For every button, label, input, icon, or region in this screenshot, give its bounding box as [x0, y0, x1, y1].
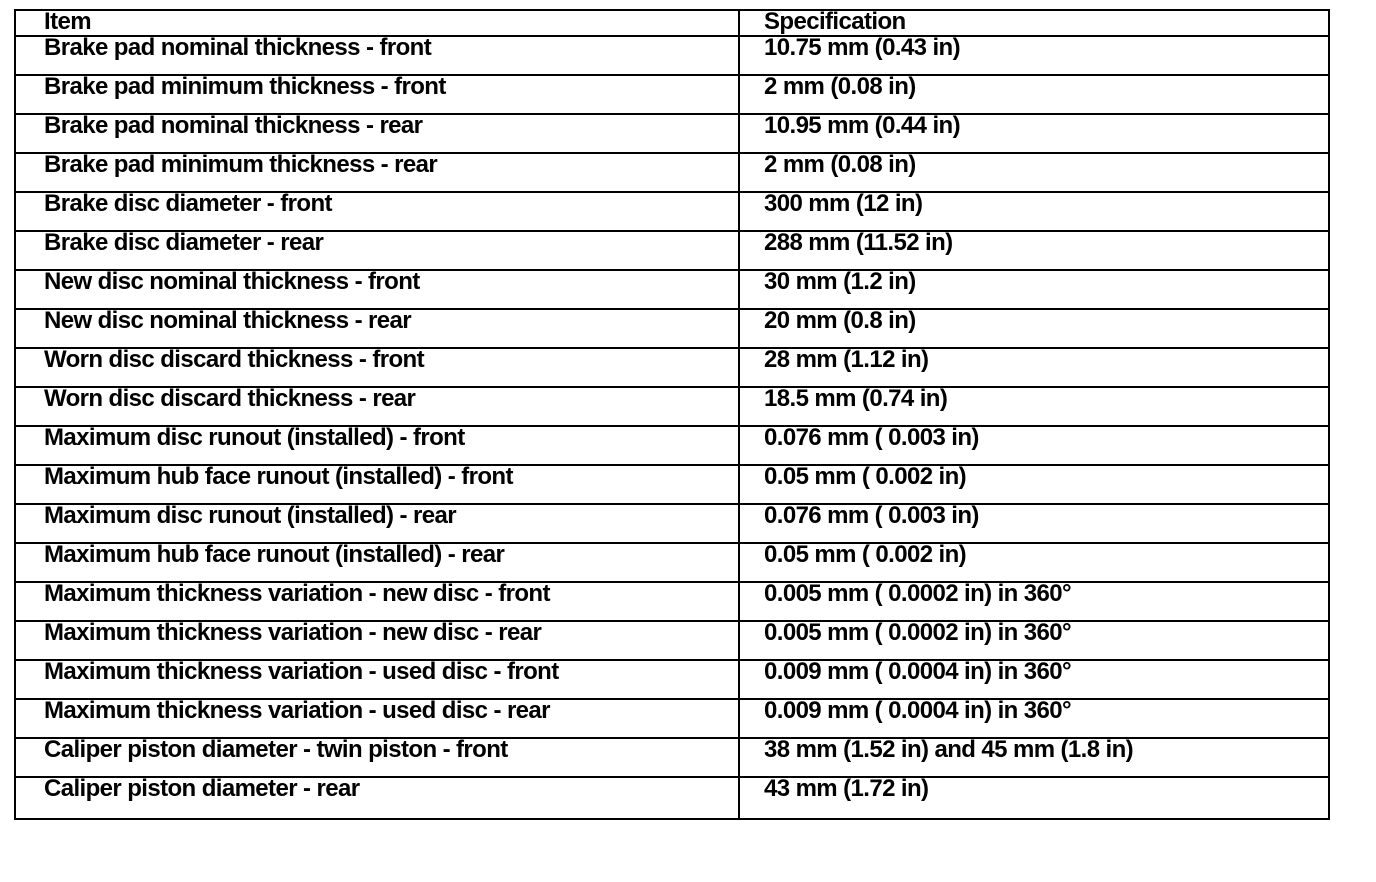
- table-row: [15, 426, 1329, 465]
- table-row: [15, 660, 1329, 699]
- specification-cell: 10.75 mm (0.43 in): [739, 36, 1329, 75]
- specification-cell: 38 mm (1.52 in) and 45 mm (1.8 in): [739, 738, 1329, 777]
- specification-cell: 288 mm (11.52 in): [739, 231, 1329, 270]
- specification-cell: 2 mm (0.08 in): [739, 75, 1329, 114]
- column-header-specification: Specification: [739, 10, 1329, 36]
- table-row: [15, 504, 1329, 543]
- item-cell: Brake pad nominal thickness - rear: [15, 114, 739, 153]
- item-cell: Maximum thickness variation - new disc - rear: [15, 621, 739, 660]
- specification-cell: 28 mm (1.12 in): [739, 348, 1329, 387]
- column-header-item: Item: [15, 10, 739, 36]
- table-row: [15, 465, 1329, 504]
- item-cell: Worn disc discard thickness - front: [15, 348, 739, 387]
- item-cell: Brake pad minimum thickness - rear: [15, 153, 739, 192]
- item-cell: Maximum hub face runout (installed) - rear: [15, 543, 739, 582]
- item-cell: New disc nominal thickness - front: [15, 270, 739, 309]
- table-row: [15, 777, 1329, 819]
- specification-cell: 20 mm (0.8 in): [739, 309, 1329, 348]
- table-row: [15, 621, 1329, 660]
- specification-cell: 0.009 mm ( 0.0004 in) in 360°: [739, 660, 1329, 699]
- table-row: [15, 348, 1329, 387]
- item-cell: Brake pad nominal thickness - front: [15, 36, 739, 75]
- specification-cell: 0.005 mm ( 0.0002 in) in 360°: [739, 621, 1329, 660]
- table-row: [15, 582, 1329, 621]
- table-row: [15, 153, 1329, 192]
- specification-cell: 0.005 mm ( 0.0002 in) in 360°: [739, 582, 1329, 621]
- item-cell: Brake disc diameter - front: [15, 192, 739, 231]
- table-header: [15, 10, 1329, 36]
- specification-cell: 0.076 mm ( 0.003 in): [739, 504, 1329, 543]
- specification-cell: 18.5 mm (0.74 in): [739, 387, 1329, 426]
- item-cell: Maximum disc runout (installed) - front: [15, 426, 739, 465]
- item-cell: Caliper piston diameter - twin piston - front: [15, 738, 739, 777]
- brake-specification-table: [14, 9, 1330, 820]
- specification-cell: 0.076 mm ( 0.003 in): [739, 426, 1329, 465]
- specification-cell: 43 mm (1.72 in): [739, 777, 1329, 819]
- table-row: [15, 387, 1329, 426]
- table-row: [15, 543, 1329, 582]
- specification-cell: 30 mm (1.2 in): [739, 270, 1329, 309]
- table-row: [15, 738, 1329, 777]
- table-row: [15, 114, 1329, 153]
- item-cell: New disc nominal thickness - rear: [15, 309, 739, 348]
- table-row: [15, 36, 1329, 75]
- specification-cell: 10.95 mm (0.44 in): [739, 114, 1329, 153]
- table-row: [15, 231, 1329, 270]
- table-header-row: [15, 10, 1329, 36]
- table-row: [15, 192, 1329, 231]
- item-cell: Maximum thickness variation - new disc - front: [15, 582, 739, 621]
- specification-cell: 0.009 mm ( 0.0004 in) in 360°: [739, 699, 1329, 738]
- item-cell: Maximum thickness variation - used disc - rear: [15, 699, 739, 738]
- item-cell: Maximum thickness variation - used disc - front: [15, 660, 739, 699]
- item-cell: Brake disc diameter - rear: [15, 231, 739, 270]
- table-row: [15, 699, 1329, 738]
- table-row: [15, 75, 1329, 114]
- specification-cell: 2 mm (0.08 in): [739, 153, 1329, 192]
- item-cell: Brake pad minimum thickness - front: [15, 75, 739, 114]
- specification-cell: 0.05 mm ( 0.002 in): [739, 543, 1329, 582]
- specification-cell: 300 mm (12 in): [739, 192, 1329, 231]
- item-cell: Maximum hub face runout (installed) - front: [15, 465, 739, 504]
- item-cell: Maximum disc runout (installed) - rear: [15, 504, 739, 543]
- item-cell: Caliper piston diameter - rear: [15, 777, 739, 819]
- item-cell: Worn disc discard thickness - rear: [15, 387, 739, 426]
- table-body: [15, 36, 1329, 819]
- table-row: [15, 309, 1329, 348]
- table-row: [15, 270, 1329, 309]
- specification-cell: 0.05 mm ( 0.002 in): [739, 465, 1329, 504]
